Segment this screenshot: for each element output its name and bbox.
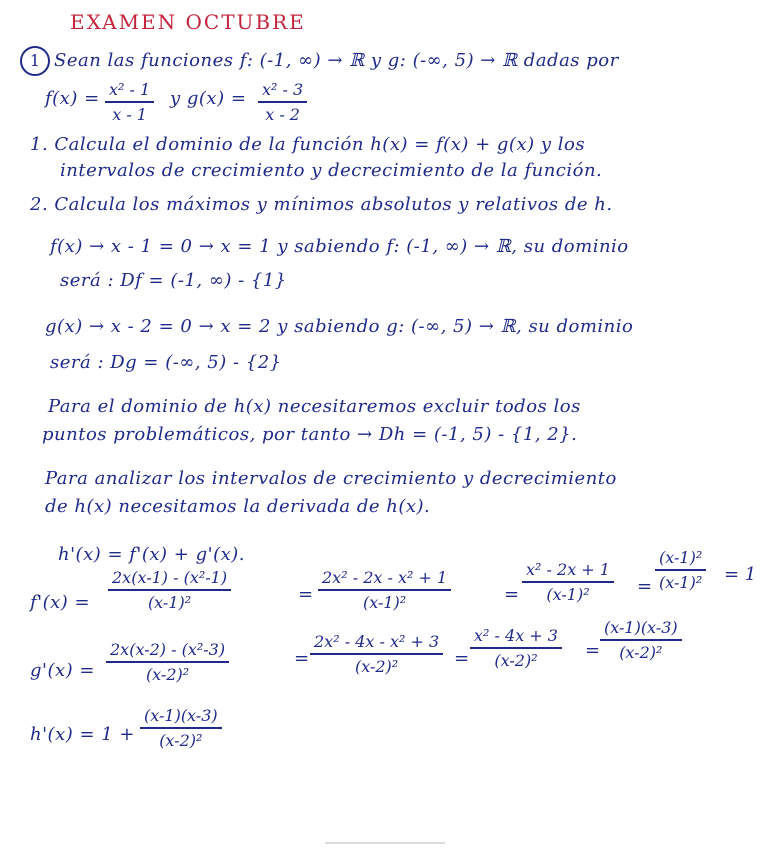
equals-sign: =: [294, 648, 310, 669]
question-1-line-1: 1. Calcula el dominio de la función h(x) = f(x) + g(x) y los: [30, 134, 586, 155]
h-prime-denominator: (x-2)²: [159, 730, 203, 750]
fraction-bar: [106, 661, 229, 663]
equals-sign: =: [504, 584, 520, 605]
g-denominator: x - 2: [265, 104, 300, 124]
intervals-line-1: Para analizar los intervalos de crecimiento y decrecimiento: [45, 468, 617, 489]
equals-sign: =: [454, 648, 470, 669]
g-prime-step-4-denominator: (x-2)²: [619, 642, 663, 662]
f-prime-step-4-numerator: (x-1)²: [659, 548, 703, 567]
g-prime-step-2-numerator: 2x² - 4x - x² + 3: [314, 632, 440, 651]
domain-g-line-1: g(x) → x - 2 = 0 → x = 2 y sabiendo g: (-∞, 5) → ℝ, su dominio: [45, 316, 634, 337]
g-definition-label: y g(x) =: [170, 88, 247, 109]
domain-f-line-2: será : Df = (-1, ∞) - {1}: [60, 270, 287, 291]
g-prime-step-3-denominator: (x-2)²: [494, 650, 538, 670]
f-prime-result: = 1: [724, 564, 757, 585]
g-prime-step-4-numerator: (x-1)(x-3): [604, 618, 678, 637]
f-prime-step-1: [108, 568, 231, 612]
page-bottom-edge: [325, 842, 445, 844]
f-prime-step-3-numerator: x² - 2x + 1: [526, 560, 610, 579]
domain-h-line-2: puntos problemáticos, por tanto → Dh = (-1, 5) - {1, 2}.: [42, 424, 578, 445]
g-prime-step-2-denominator: (x-2)²: [354, 656, 399, 676]
g-prime-step-1-denominator: (x-2)²: [145, 664, 190, 684]
f-prime-step-2-denominator: (x-1)²: [362, 592, 407, 612]
g-prime-step-3-numerator: x² - 4x + 3: [474, 626, 558, 645]
fraction-bar: [318, 589, 451, 591]
exam-title: EXAMEN OCTUBRE: [70, 10, 306, 34]
f-denominator: x - 1: [112, 104, 147, 124]
g-prime-step-1: [106, 640, 229, 684]
g-prime-step-3: [470, 626, 562, 670]
f-prime-step-4-denominator: (x-1)²: [659, 572, 703, 592]
h-prime-sum: h'(x) = f'(x) + g'(x).: [58, 544, 245, 565]
g-numerator: x² - 3: [262, 80, 304, 99]
question-1-line-2: intervalos de crecimiento y decrecimiento de la función.: [60, 160, 603, 181]
exercise-number: 1: [20, 46, 50, 76]
h-prime-label: h'(x) = 1 +: [30, 724, 136, 745]
fraction-bar: [522, 581, 614, 583]
f-prime-step-2: [318, 568, 451, 612]
f-prime-step-1-denominator: (x-1)²: [147, 592, 192, 612]
fraction-bar: [258, 101, 307, 103]
f-definition-fraction: [105, 80, 154, 124]
equals-sign: =: [298, 584, 314, 605]
f-prime-step-1-numerator: 2x(x-1) - (x²-1): [112, 568, 228, 587]
equals-sign: =: [637, 576, 653, 597]
intervals-line-2: de h(x) necesitamos la derivada de h(x).: [45, 496, 431, 517]
f-prime-step-4: [655, 548, 706, 592]
fraction-bar: [655, 569, 706, 571]
fraction-bar: [105, 101, 154, 103]
fraction-bar: [140, 727, 222, 729]
domain-g-line-2: será : Dg = (-∞, 5) - {2}: [50, 352, 282, 373]
f-prime-step-3: [522, 560, 614, 604]
f-numerator: x² - 1: [109, 80, 151, 99]
g-prime-step-4: [600, 618, 682, 662]
h-prime-numerator: (x-1)(x-3): [144, 706, 218, 725]
equals-sign: =: [585, 640, 601, 661]
fraction-bar: [600, 639, 682, 641]
fraction-bar: [108, 589, 231, 591]
f-prime-step-3-denominator: (x-1)²: [546, 584, 590, 604]
g-prime-step-2: [310, 632, 443, 676]
g-prime-label: g'(x) =: [30, 660, 95, 681]
g-definition-fraction: [258, 80, 307, 124]
f-prime-step-2-numerator: 2x² - 2x - x² + 1: [322, 568, 448, 587]
h-prime-fraction: [140, 706, 222, 750]
domain-h-line-1: Para el dominio de h(x) necesitaremos excluir todos los: [48, 396, 581, 417]
question-2: 2. Calcula los máximos y mínimos absolutos y relativos de h.: [30, 194, 613, 215]
fraction-bar: [310, 653, 443, 655]
f-prime-label: f'(x) =: [30, 592, 91, 613]
domain-f-line-1: f(x) → x - 1 = 0 → x = 1 y sabiendo f: (-1, ∞) → ℝ, su dominio: [50, 236, 629, 257]
exercise-intro: Sean las funciones f: (-1, ∞) → ℝ y g: (-∞, 5) → ℝ dadas por: [54, 50, 619, 71]
fraction-bar: [470, 647, 562, 649]
g-prime-step-1-numerator: 2x(x-2) - (x²-3): [110, 640, 226, 659]
f-definition-label: f(x) =: [45, 88, 100, 109]
